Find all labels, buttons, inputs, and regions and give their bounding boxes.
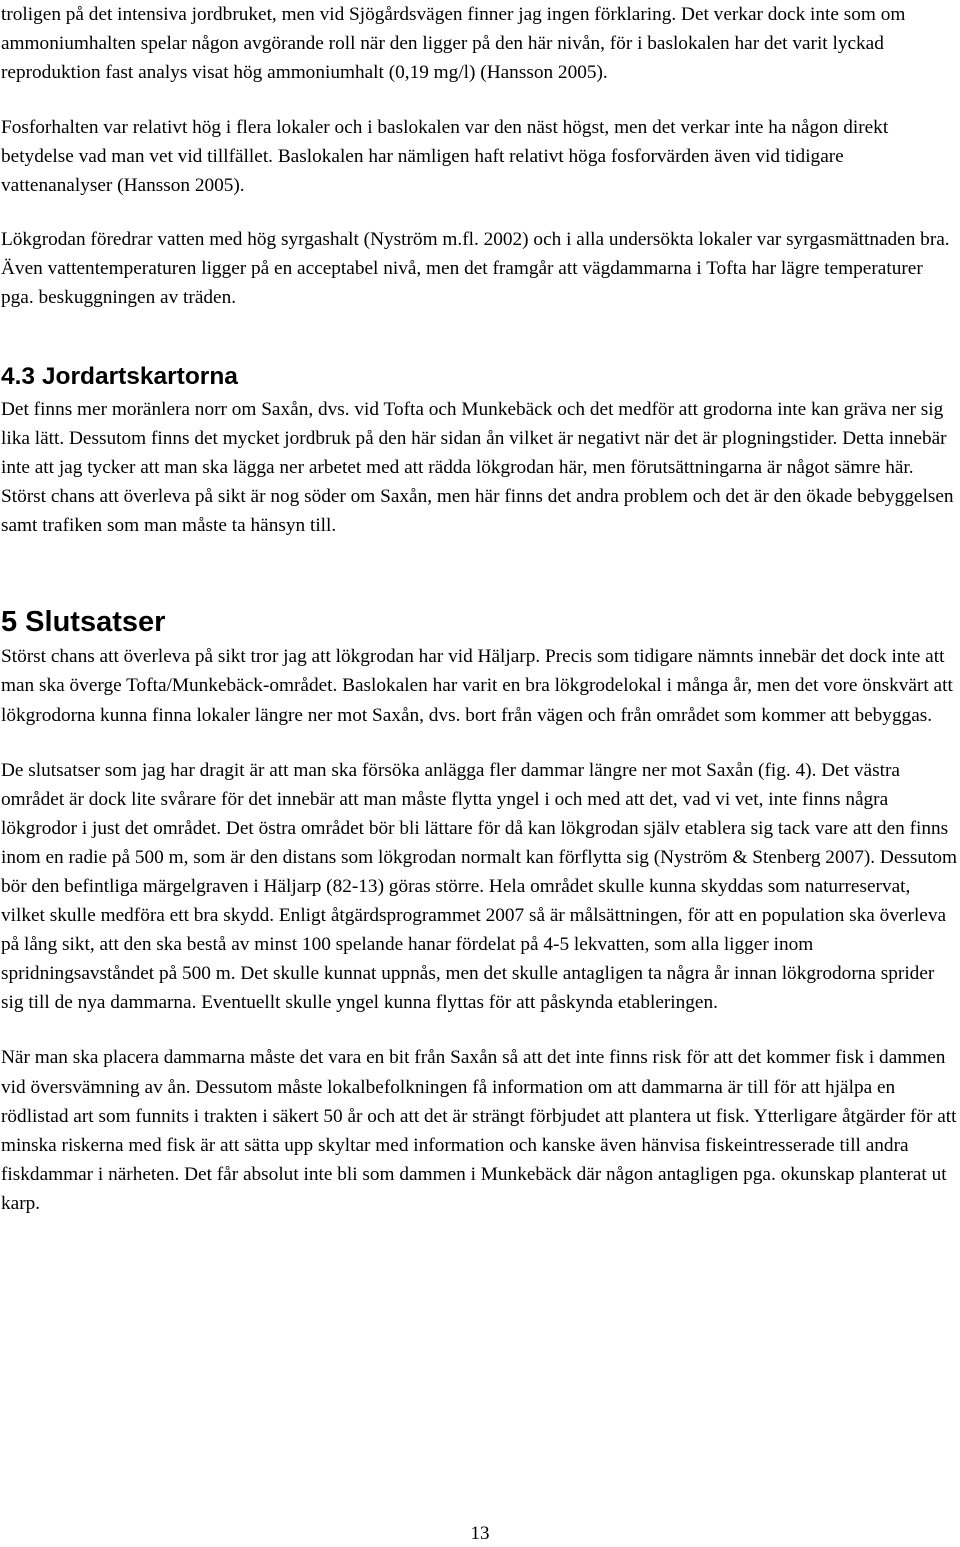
paragraph-spacer [1,1017,959,1043]
intro-paragraph: troligen på det intensiva jordbruket, men vid Sjögårdsvägen finner jag ingen förklaring. Det verkar dock inte som om ammoniumhalten spelar någon avgörande roll när den ligger på den här nivån, för i baslokalen har det varit lyckad reproduktion fast analys visat hög ammoniumhalt (0,19 mg/l) (Hansson 2005). [1,4,906,84]
section-heading-5: 5 Slutsatser [1,606,166,639]
soil-map-paragraph: Det finns mer moränlera norr om Saxån, dvs. vid Tofta och Munkebäck och det medför att grodorna inte kan gräva ner sig lika lätt. Dessutom finns det mycket jordbruk på den här sidan ån vilket är negativt när det är plogningstider. Detta innebär inte att jag tycker att man ska lägga ner arbetet med att rädda lökgrodan här, men förutsättningarna är något sämre här. Störst chans att överleva på sikt är nog söder om Saxån, men här finns det andra problem och det är den ökade bebyggelsen samt trafiken som man måste ta hänsyn till. [1,398,954,537]
section-heading-4-3: 4.3 Jordartskartorna [1,362,238,390]
oxygen-paragraph: Lökgrodan föredrar vatten med hög syrgashalt (Nyström m.fl. 2002) och i alla undersökta lokaler var syrgasmättnaden bra. Även vattentemperaturen ligger på en acceptabel nivå, men det framgår att vägdammarna i Tofta har lägre temperaturer pga. beskuggningen av träden. [1,228,950,308]
conclusions-paragraph-1: Störst chans att överleva på sikt tror jag att lökgrodan har vid Häljarp. Precis som tidigare nämnts innebär det dock inte att man ska överge Tofta/Munkebäck-området. Baslokalen har varit en bra lökgrodelokal i många år, men det vore önskvärt att lökgrodorna kunna finna lokaler längre ner mot Saxån, dvs. bort från vägen och från området som kommer att bebyggas. [1,646,953,726]
conclusions-paragraph-3: När man ska placera dammarna måste det vara en bit från Saxån så att det inte finns risk för att det kommer fisk i dammen vid översvämning av ån. Dessutom måste lokalbefolkningen få information om att dammarna är till för att hjälpa en rödlistad art som funnits i trakten i säkert 50 år och att det är strängt förbjudet att plantera ut fisk. Ytterligare åtgärder för att minska riskerna med fisk är att sätta upp skyltar med information och kanske även hänvisa fiskeintresserade till andra fiskdammar i närheten. Det får absolut inte bli som dammen i Munkebäck där någon antagligen pga. okunskap planterat ut karp. [1,1047,957,1214]
paragraph-spacer [1,87,959,113]
paragraph-spacer [1,730,959,756]
phosphorus-paragraph: Fosforhalten var relativt hög i flera lokaler och i baslokalen var den näst högst, men det verkar inte ha någon direkt betydelse vad man vet vid tillfället. Baslokalen har nämligen haft relativt höga fosforvärden även vid tidigare vattenanalyser (Hansson 2005). [1,117,889,197]
conclusions-paragraph-2: De slutsatser som jag har dragit är att man ska försöka anlägga fler dammar längre ner mot Saxån (fig. 4). Det västra området är dock lite svårare för det innebär att man måste flytta yngel i och med att det, vad vi vet, inte finns några lökgrodor i just det området. Det östra området bör bli lättare för då kan lökgrodan själv etablera sig tack vare att den finns inom en radie på 500 m, som är den distans som lökgrodan normalt kan förflytta sig (Nyström & Stenberg 2007). Dessutom bör den befintliga märgelgraven i Häljarp (82-13) göras större. Hela området skulle kunna skyddas som naturreservat, vilket skulle medföra ett bra skydd. Enligt åtgärdsprogrammet 2007 så är målsättningen, för att en population ska överleva på lång sikt, att den ska bestå av minst 100 spelande hanar fördelat på 4-5 lekvatten, som alla ligger inom spridningsavståndet på 500 m. Det skulle kunnat uppnås, men det skulle antagligen ta några år innan lökgrodorna sprider sig till de nya dammarna. Eventuellt skulle yngel kunna flyttas för att påskynda etableringen. [1,759,958,1014]
section-spacer [1,312,959,359]
page-number: 13 [470,1523,490,1544]
section-spacer [1,540,959,602]
paragraph-spacer [1,201,959,225]
